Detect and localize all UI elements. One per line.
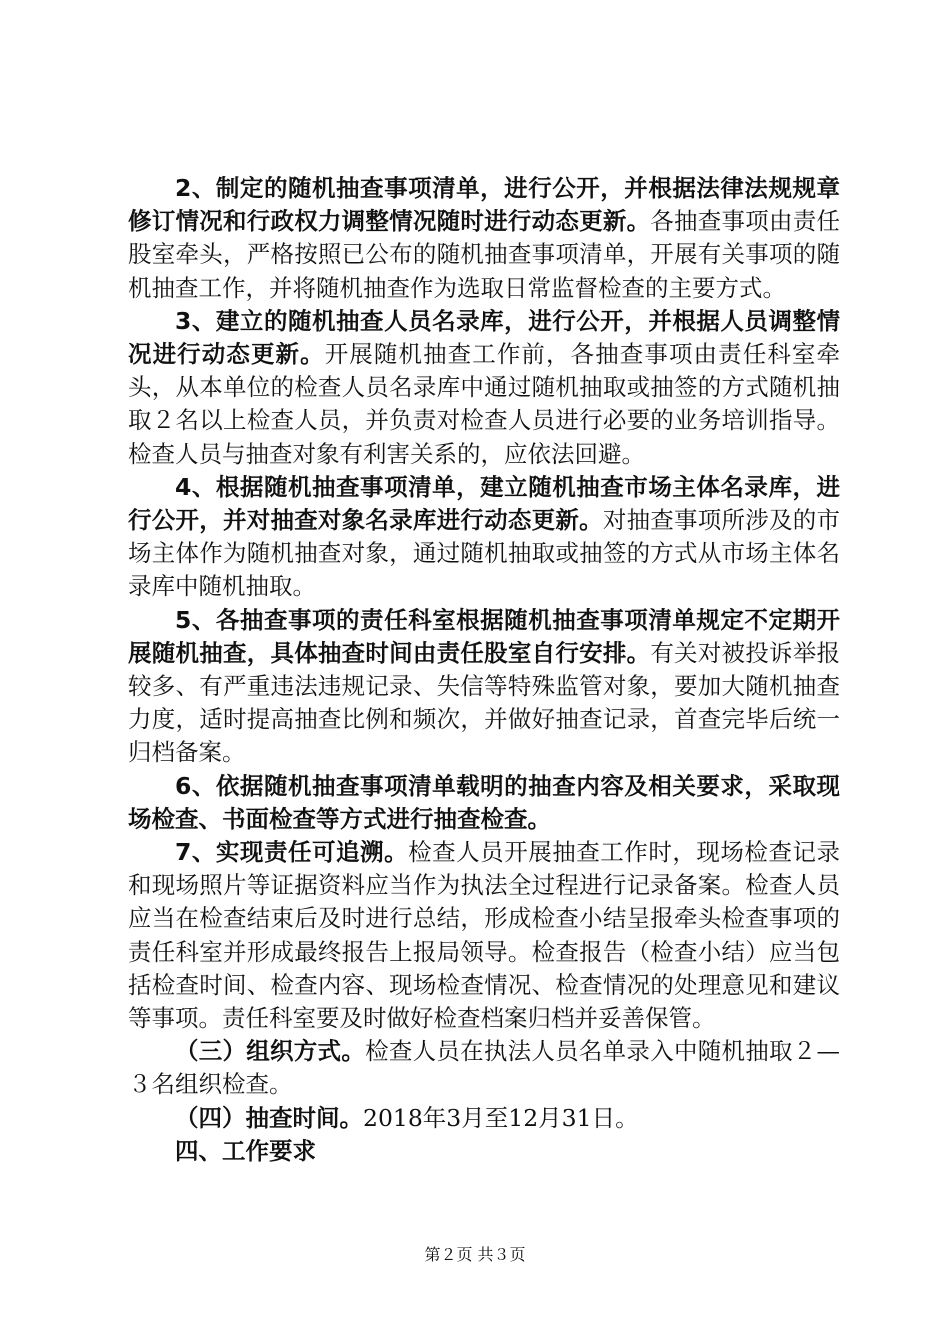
- document-body: [128, 172, 840, 1168]
- section-inspection-time: [128, 1102, 840, 1135]
- page-number-footer: 第２页 共３页: [424, 1245, 526, 1264]
- paragraph-text: 2018年3月至12月31日。: [363, 1103, 639, 1132]
- paragraph-item-4: [128, 471, 840, 604]
- section-heading: 四、工作要求: [175, 1136, 316, 1165]
- paragraph-heading: 3、建立的随机抽查人员名录库，进行公开，并根据人员调整情况进行动态更新。: [128, 306, 840, 369]
- section-organization-method: [128, 1035, 840, 1101]
- paragraph-text: 对抽查事项所涉及的市场主体作为随机抽查对象，通过随机抽取或抽签的方式从市场主体名录库中随机抽取。: [128, 506, 841, 601]
- paragraph-heading: （三）组织方式。: [175, 1037, 366, 1066]
- paragraph-item-5: [128, 604, 840, 770]
- paragraph-text: 开展随机抽查工作前，各抽查事项由责任科室牵头，从本单位的检查人员名录库中通过随机抽取或抽签的方式随机抽取２名以上检查人员，并负责对检查人员进行必要的业务培训指导。检查人员与抽查对象有利害关系的，应依法回避。: [128, 340, 841, 468]
- paragraph-heading: 4、根据随机抽查事项清单，建立随机抽查市场主体名录库，进行公开，并对抽查对象名录库进行动态更新。: [128, 472, 840, 535]
- paragraph-text: 有关对被投诉举报较多、有严重违法违规记录、失信等特殊监管对象，要加大随机抽查力度，适时提高抽查比例和频次，并做好抽查记录，首查完毕后统一归档备案。: [128, 638, 841, 767]
- paragraph-heading: 6、依据随机抽查事项清单载明的抽查内容及相关要求，采取现场检查、书面检查等方式进行抽查检查。: [128, 771, 840, 833]
- paragraph-item-6: [128, 770, 840, 836]
- paragraph-item-3: [128, 305, 840, 471]
- paragraph-heading: 2、制定的随机抽查事项清单，进行公开，并根据法律法规规章修订情况和行政权力调整情况随时进行动态更新。: [128, 174, 840, 236]
- section-work-requirements: [128, 1135, 840, 1168]
- paragraph-heading: （四）抽查时间。: [175, 1103, 363, 1132]
- paragraph-text: 检查人员在执法人员名单录入中随机抽取２—３名组织检查。: [128, 1037, 841, 1099]
- paragraph-heading: 7、实现责任可追溯。: [175, 838, 409, 867]
- paragraph-heading: 5、各抽查事项的责任科室根据随机抽查事项清单规定不定期开展随机抽查，具体抽查时间由责任股室自行安排。: [128, 605, 840, 667]
- paragraph-text: 各抽查事项由责任股室牵头，严格按照已公布的随机抽查事项清单，开展有关事项的随机抽查工作，并将随机抽查作为选取日常监督检查的主要方式。: [128, 207, 841, 302]
- paragraph-text: 检查人员开展抽查工作时，现场检查记录和现场照片等证据资料应当作为执法全过程进行记录备案。检查人员应当在检查结束后及时进行总结，形成检查小结呈报牵头检查事项的责任科室并形成最终报告上报局领导。检查报告（检查小结）应当包括检查时间、检查内容、现场检查情况、检查情况的处理意见和建议等事项。责任科室要及时做好检查档案归档并妥善保管。: [128, 838, 840, 1033]
- paragraph-item-7: [128, 836, 840, 1035]
- paragraph-item-2: [128, 172, 840, 305]
